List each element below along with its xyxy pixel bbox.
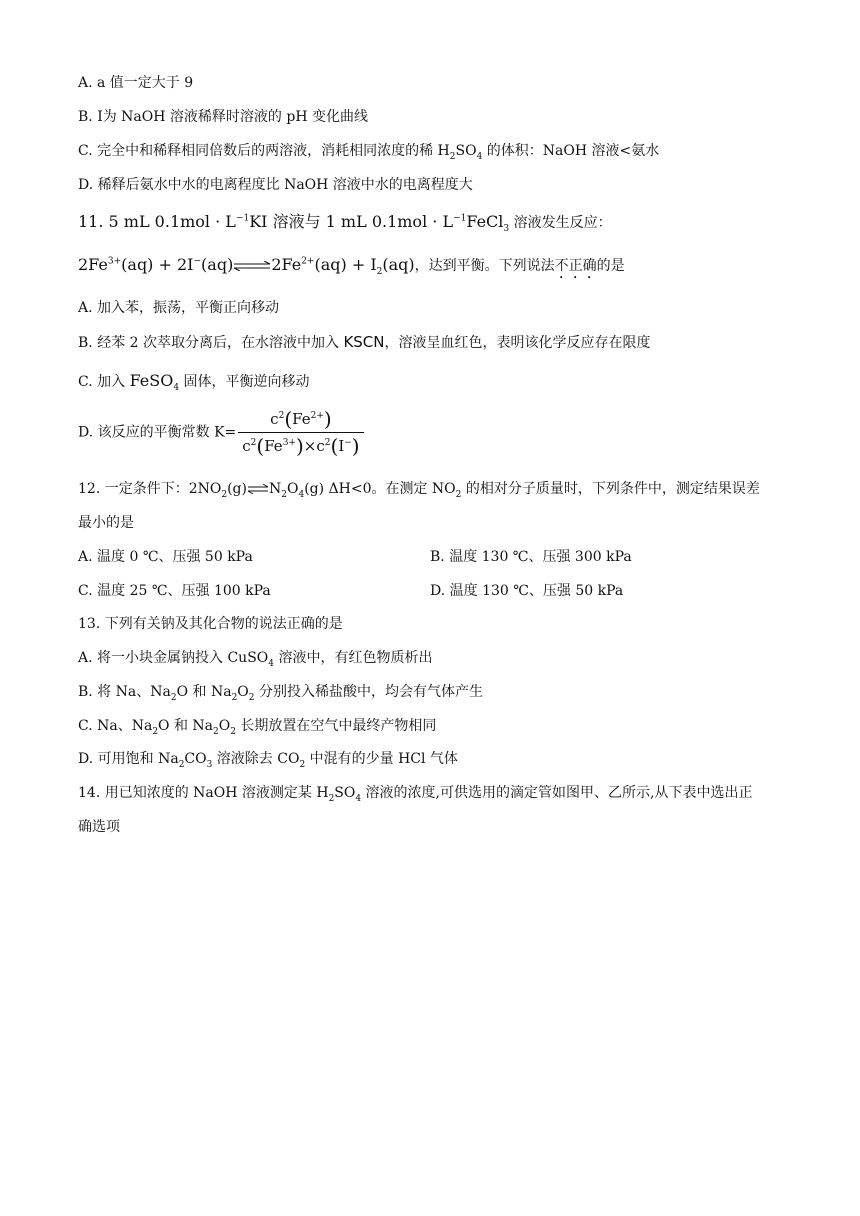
q12-option-d: D. 温度 130 ℃、压强 50 kPa [430, 583, 624, 599]
q11-option-c: C. 加入 FeSO$_4$ 固体，平衡逆向移动 [78, 371, 310, 393]
q12-stem-line2: 最小的是 [78, 515, 134, 531]
equilibrium-arrow-icon [247, 484, 269, 494]
emphasis-not-correct: 不正确 [554, 258, 597, 274]
q12-option-b: B. 温度 130 ℃、压强 300 kPa [430, 549, 632, 565]
q14-stem: 14. 用已知浓度的 NaOH 溶液测定某 $H_2SO_4$ 溶液的浓度,可供选用的滴定管如图甲、乙所示,从下表中选出正 [78, 785, 753, 804]
q12-stem: 12. 一定条件下：$2NO_2(g)$ $N_2O_4(g)$ ΔH<0。在测定 $NO_2$ 的相对分子质量时，下列条件中，测定结果误差 [78, 481, 760, 500]
q10-option-d: D. 稀释后氨水中水的电离程度比 NaOH 溶液中水的电离程度大 [78, 177, 473, 193]
q11-option-a: A. 加入苯，振荡，平衡正向移动 [78, 300, 280, 316]
equilibrium-constant-fraction: $\frac{c^2(Fe^{2+})}{c^2(Fe^{3+})\times c^2(I^-)}$ [238, 408, 363, 457]
q12-option-a: A. 温度 0 ℃、压强 50 kPa [78, 549, 253, 565]
q10-option-b: B. Ⅰ为 NaOH 溶液稀释时溶液的 pH 变化曲线 [78, 109, 368, 125]
q11-stem: 11. 5 mL $0.1mol \cdot L^{-1}KI$ 溶液与 1 mL $0.1mol \cdot L^{-1}FeCl_3$ 溶液发生反应： [78, 212, 612, 235]
q10-option-a: A. a 值一定大于 9 [78, 75, 194, 91]
q13-option-d: D. 可用饱和 $Na_2CO_3$ 溶液除去 $CO_2$ 中混有的少量 HCl 气体 [78, 751, 458, 770]
q13-option-c: C. Na、$Na_2O$ 和 $Na_2O_2$ 长期放置在空气中最终产物相同 [78, 718, 437, 737]
q12-option-c: C. 温度 25 ℃、压强 100 kPa [78, 583, 271, 599]
q13-option-b: B. 将 Na、$Na_2O$ 和 $Na_2O_2$ 分别投入稀盐酸中，均会有气体产生 [78, 684, 483, 703]
q11-option-d: D. 该反应的平衡常数 K= $\frac{c^2(Fe^{2+})}{c^2(Fe^{3+})\times c^2(I^-)}$ [78, 408, 364, 457]
q11-equation: $2Fe^{3+}(aq) + 2I^-(aq) 2Fe^{2+}(aq) + I_2(aq)$，达到平衡。下列说法不正确的是 [78, 255, 625, 278]
q13-stem: 13. 下列有关钠及其化合物的说法正确的是 [78, 616, 343, 632]
q10-option-c: C. 完全中和稀释相同倍数后的两溶液，消耗相同浓度的稀 $H_2SO_4$ 的体积：NaOH 溶液<氨水 [78, 143, 660, 162]
q14-stem-line2: 确选项 [78, 819, 120, 835]
q11-option-b: B. 经苯 2 次萃取分离后，在水溶液中加入 KSCN，溶液呈血红色，表明该化学反应存在限度 [78, 333, 651, 351]
q13-option-a: A. 将一小块金属钠投入 CuSO$_4$ 溶液中，有红色物质析出 [78, 650, 433, 669]
equilibrium-arrow-icon [233, 261, 271, 271]
